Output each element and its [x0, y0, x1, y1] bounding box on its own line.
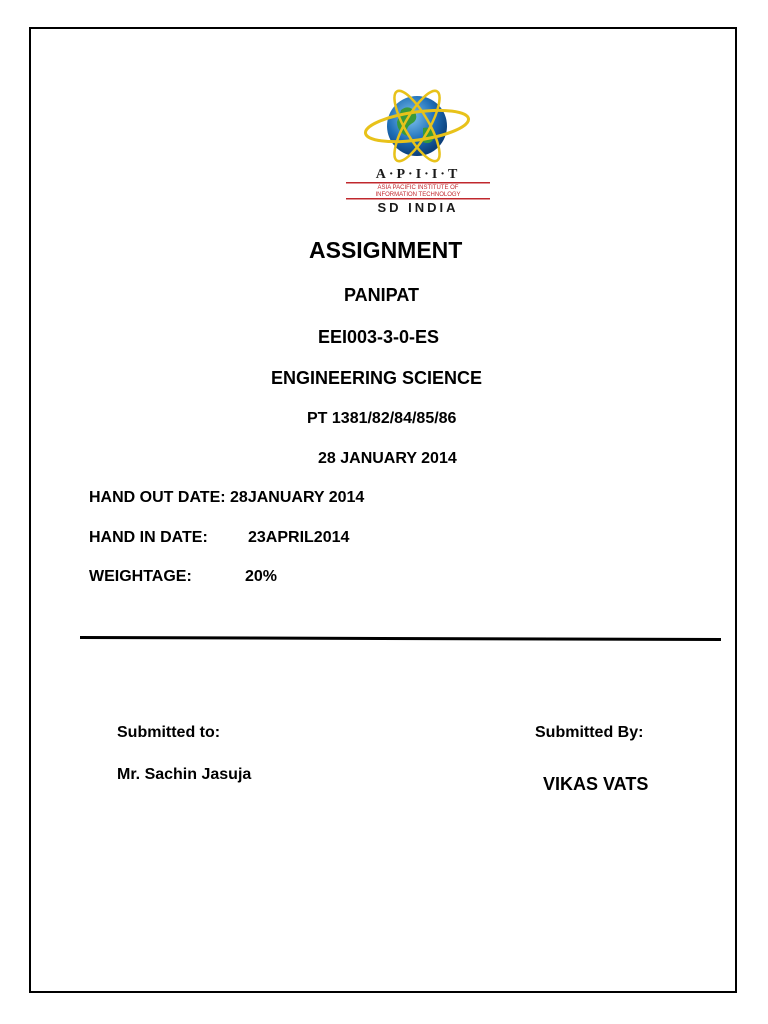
submitted-to-label: Submitted to: — [117, 724, 221, 741]
module-name: ENGINEERING SCIENCE — [271, 368, 483, 388]
svg-text:A·P·I·I·T: A·P·I·I·T — [375, 167, 461, 182]
svg-text:INFORMATION TECHNOLOGY: INFORMATION TECHNOLOGY — [375, 192, 461, 198]
globe-icon — [343, 88, 493, 216]
apiit-logo — [343, 88, 493, 216]
svg-text:ASIA PACIFIC INSTITUTE OF: ASIA PACIFIC INSTITUTE OF — [377, 185, 459, 191]
page-title: ASSIGNMENT — [309, 237, 463, 263]
hand-in-label: HAND IN DATE: — [89, 529, 208, 546]
hand-out-date: HAND OUT DATE: 28JANUARY 2014 — [89, 489, 365, 506]
assignment-date: 28 JANUARY 2014 — [318, 450, 457, 467]
hand-in-value: 23APRIL2014 — [248, 529, 350, 546]
svg-text:SD INDIA: SD INDIA — [377, 200, 459, 215]
weightage-value: 20% — [245, 568, 278, 585]
submitted-by-label: Submitted By: — [535, 724, 644, 741]
module-code: EEI003-3-0-ES — [318, 327, 440, 347]
weightage-label: WEIGHTAGE: — [89, 568, 192, 585]
submitted-to-name: Mr. Sachin Jasuja — [117, 766, 252, 783]
batch-codes: PT 1381/82/84/85/86 — [307, 410, 457, 427]
submitted-by-name: VIKAS VATS — [543, 774, 649, 794]
campus-name: PANIPAT — [344, 285, 419, 305]
